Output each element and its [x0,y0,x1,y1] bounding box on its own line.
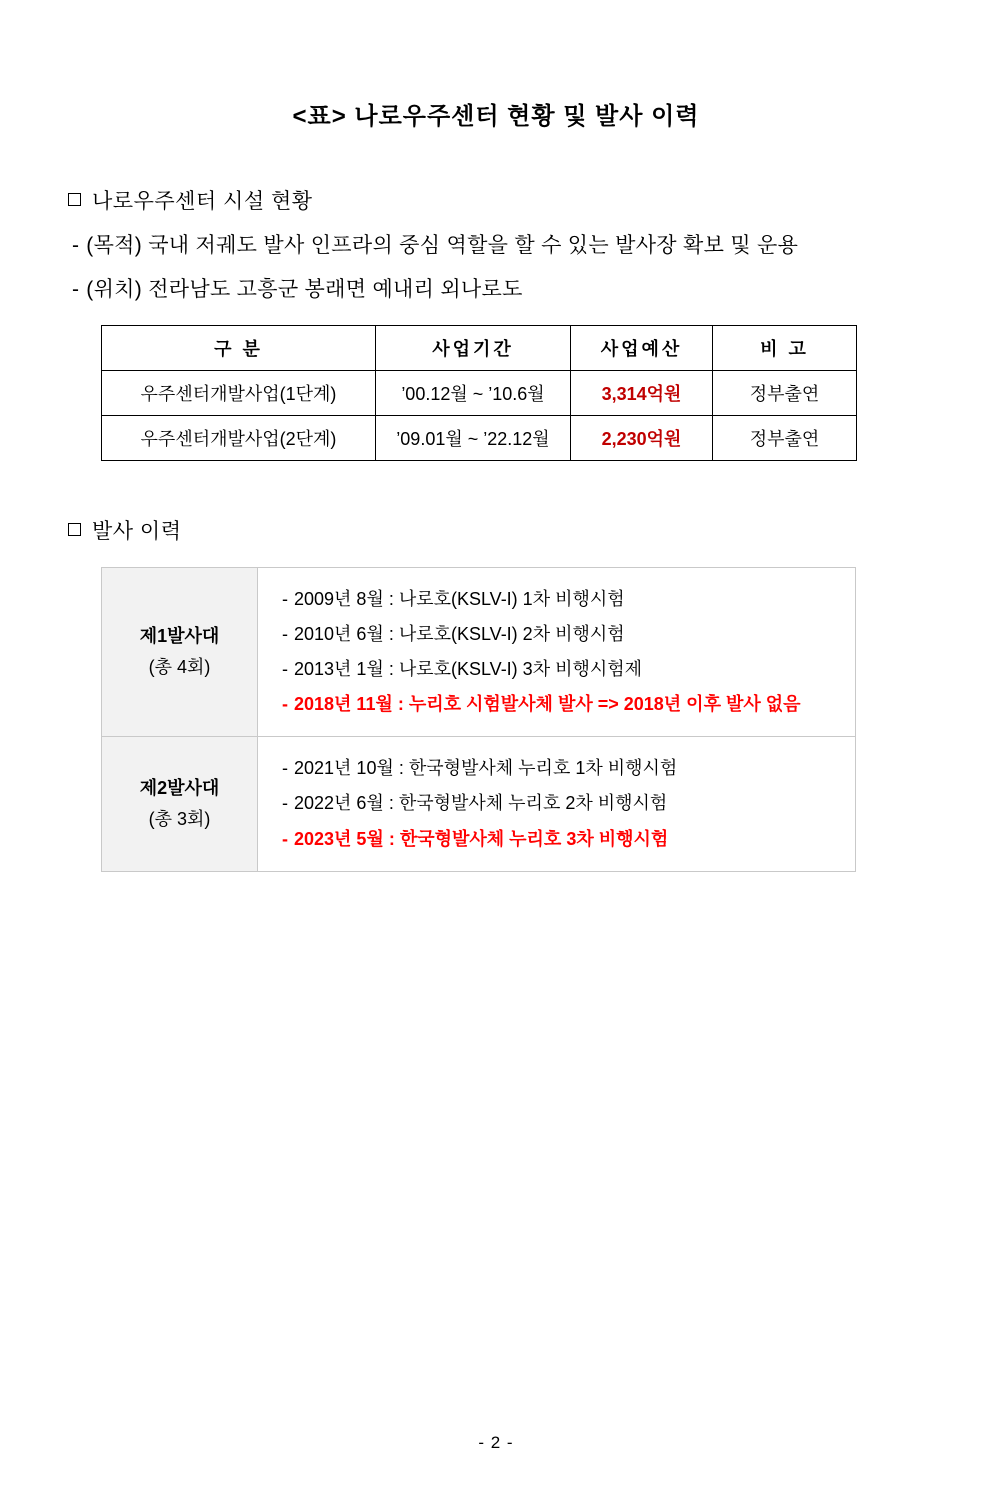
cell-budget: 2,230억원 [571,416,713,461]
document-page [0,96,992,1499]
history-table [101,567,856,872]
history-section [68,515,932,872]
facility-bullet-purpose [72,229,932,259]
dash-icon: - [282,758,288,779]
cell-note: 정부출연 [713,416,857,461]
list-item-highlighted [282,822,845,857]
cell-budget: 3,314억원 [571,371,713,416]
dash-icon: - [282,624,288,645]
launchpad-1-items [258,568,856,737]
header-budget: 사업예산 [571,326,713,371]
launchpad-2-name: 제2발사대 [139,777,220,798]
list-item [282,786,845,821]
history-section-heading [68,515,932,545]
facility-section [68,185,932,461]
list-item [282,751,845,786]
dash-icon: - [282,589,288,609]
table-row [102,737,856,871]
facility-bullet-location-text: (위치) 전라남도 고흥군 봉래면 예내리 외나로도 [86,278,523,301]
dash-icon: - [282,694,288,715]
header-note: 비 고 [713,326,857,371]
cell-division: 우주센터개발사업(2단계) [102,416,376,461]
dash-icon: - [72,278,80,301]
facility-heading-label: 나로우주센터 시설 현황 [92,190,313,213]
facility-bullet-purpose-text: (목적) 국내 저궤도 발사 인프라의 중심 역할을 할 수 있는 발사장 확보 및 운용 [86,234,799,257]
list-item-text: 2013년 1월 : 나로호(KSLV-I) 3차 비행시험제 [294,659,643,680]
facility-table [101,325,857,461]
header-period: 사업기간 [376,326,571,371]
history-heading-label: 발사 이력 [92,520,182,543]
history-table-wrapper [101,567,932,872]
list-item-text: 2023년 5월 : 한국형발사체 누리호 3차 비행시험 [294,828,669,849]
list-item [282,582,845,617]
dash-icon: - [282,659,288,680]
page-number: - 2 - [478,1433,514,1452]
dash-icon: - [282,793,288,814]
header-division: 구 분 [102,326,376,371]
list-item [282,652,845,687]
facility-bullet-location [72,273,932,303]
launchpad-1-name: 제1발사대 [139,625,220,646]
cell-period: ’09.01월 ~ ’22.12월 [376,416,571,461]
table-row [102,371,857,416]
list-item-text: 2022년 6월 : 한국형발사체 누리호 2차 비행시험 [294,793,668,814]
square-bullet-icon [68,193,81,206]
launchpad-2-count: (총 3회) [148,809,211,830]
list-item-highlighted [282,687,845,722]
launchpad-1-label [102,568,258,737]
launchpad-2-items [258,737,856,871]
page-title: <표> 나로우주센터 현황 및 발사 이력 [292,103,700,130]
list-item-text: 2009년 8월 : 나로호(KSLV-I) 1차 비행시험 [294,589,625,609]
cell-period: ’00.12월 ~ ’10.6월 [376,371,571,416]
square-bullet-icon [68,523,81,536]
facility-table-wrapper [101,325,932,461]
facility-section-heading [68,185,932,215]
table-row [102,568,856,737]
dash-icon: - [282,828,288,849]
cell-division: 우주센터개발사업(1단계) [102,371,376,416]
launchpad-1-count: (총 4회) [148,657,211,678]
list-item [282,617,845,652]
dash-icon: - [72,234,80,257]
list-item-text: 2010년 6월 : 나로호(KSLV-I) 2차 비행시험 [294,624,625,645]
table-row [102,416,857,461]
cell-note: 정부출연 [713,371,857,416]
launchpad-2-label [102,737,258,871]
list-item-text: 2021년 10월 : 한국형발사체 누리호 1차 비행시험 [294,758,678,779]
list-item-text: 2018년 11월 : 누리호 시험발사체 발사 => 2018년 이후 발사 없음 [294,694,801,715]
table-header-row [102,326,857,371]
